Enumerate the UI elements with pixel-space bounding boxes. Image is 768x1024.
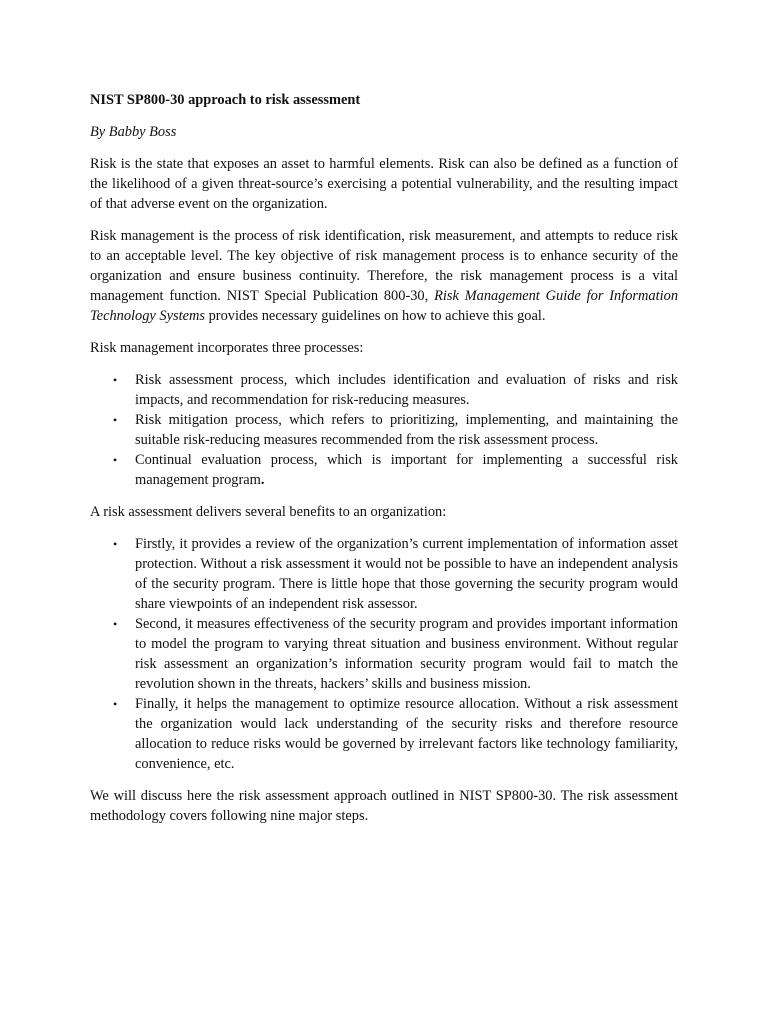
paragraph-text: provides necessary guidelines on how to achieve this goal. xyxy=(204,308,546,324)
paragraph-methodology: We will discuss here the risk assessment approach outlined in NIST SP800-30. The risk assessment methodology covers following nine major steps. xyxy=(90,788,678,824)
list-item xyxy=(90,694,678,774)
bullet-icon: • xyxy=(113,697,118,711)
list-item-text: Finally, it helps the management to optimize resource allocation. Without a risk assessment the organization would lack understanding of the security risks and therefore resource allocation to reduce risks would be governed by irrelevant factors like technology familiarity, convenience, etc. xyxy=(135,696,678,772)
list-item-text: Second, it measures effectiveness of the security program and provides important information to model the program to varying threat situation and business environment. Without regular risk assessment an organization’s information security program would fail to match the revolution shown in the threats, hackers’ skills and business mission. xyxy=(135,616,678,692)
list-item-text: Continual evaluation process, which is important for implementing a successful risk management program xyxy=(135,452,678,488)
bullet-icon: • xyxy=(113,617,118,631)
list-item xyxy=(90,534,678,614)
benefits-list xyxy=(90,534,678,774)
paragraph-risk-definition: Risk is the state that exposes an asset to harmful elements. Risk can also be defined as a function of the likelihood of a given threat-source’s exercising a potential vulnerability, and the resulting impact of that adverse event on the organization. xyxy=(90,156,678,212)
list-item-text: Risk assessment process, which includes identification and evaluation of risks and risk impacts, and recommendation for risk-reducing measures. xyxy=(135,372,678,408)
paragraph-text: Risk management is the process of risk identification, risk measurement, and attempts to reduce risk to an acceptable level. The key objective of risk management process is to enhance security of the organization and ensure business continuity. Therefore, the risk management process is a vital management function. NIST Special Publication 800-30, xyxy=(90,228,678,304)
list-item-period: . xyxy=(260,472,265,488)
processes-list xyxy=(90,370,678,490)
list-item-text: Firstly, it provides a review of the organization’s current implementation of information asset protection. Without a risk assessment it would not be possible to have an independent analysis of the security program. There is little hope that those governing the security program would share viewpoints of an independent risk assessor. xyxy=(135,536,678,612)
list-item xyxy=(90,410,678,450)
document-title: NIST SP800-30 approach to risk assessment xyxy=(90,92,361,108)
document-page xyxy=(90,90,678,838)
publication-title: Risk Management Guide for Information Technology Systems xyxy=(90,288,679,324)
author-byline: By Babby Boss xyxy=(90,124,177,140)
paragraph-processes-intro: Risk management incorporates three processes: xyxy=(90,340,364,356)
paragraph-risk-management xyxy=(90,226,678,326)
bullet-icon: • xyxy=(113,413,118,427)
list-item xyxy=(90,450,678,490)
list-item xyxy=(90,370,678,410)
bullet-icon: • xyxy=(113,373,118,387)
bullet-icon: • xyxy=(113,453,118,467)
bullet-icon: • xyxy=(113,537,118,551)
list-item-text: Risk mitigation process, which refers to prioritizing, implementing, and maintaining the suitable risk-reducing measures recommended from the risk assessment process. xyxy=(135,412,678,448)
paragraph-benefits-intro: A risk assessment delivers several benefits to an organization: xyxy=(90,504,447,520)
list-item xyxy=(90,614,678,694)
